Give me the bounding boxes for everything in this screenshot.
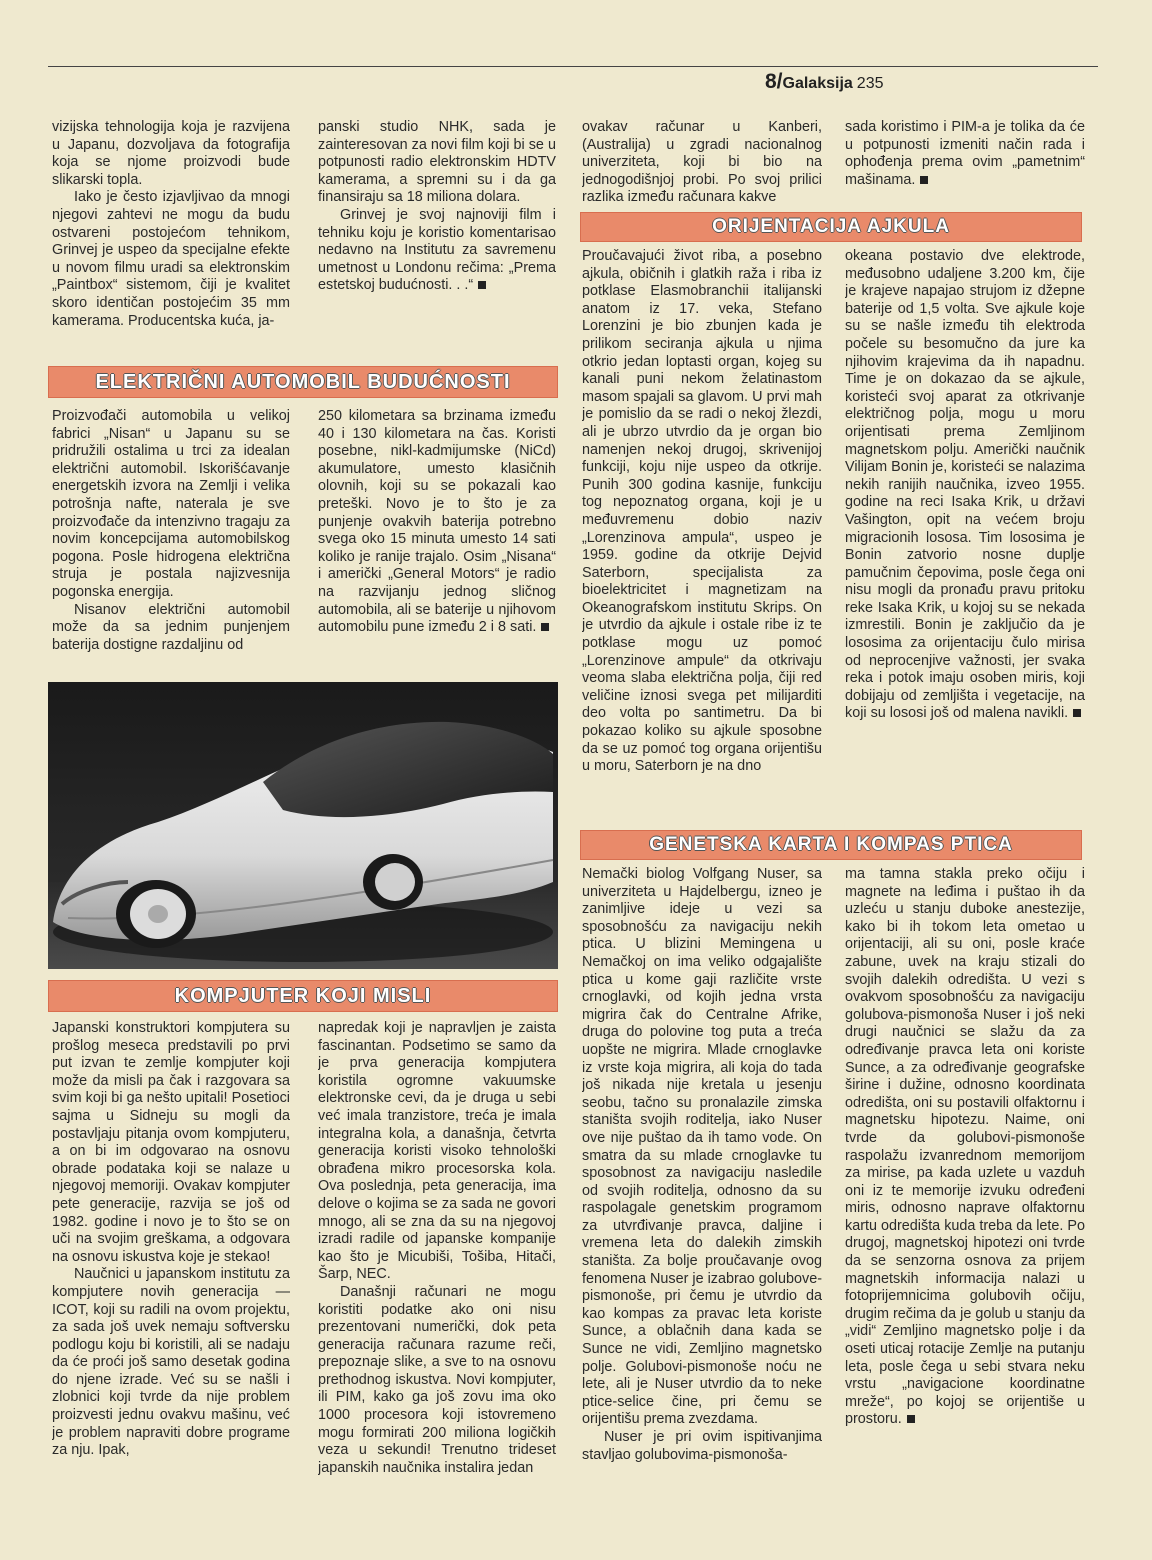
paragraph-text: Grinvej je svoj najnoviji film i tehniku koju je koristio komentarisao nedavno na Institutu za savremenu umetnost u Londonu rečima: „Prema estetskoj budućnosti. . .“ bbox=[318, 206, 556, 294]
car-illustration bbox=[48, 682, 558, 969]
paragraph bbox=[845, 248, 1085, 723]
car-right-column bbox=[318, 408, 556, 680]
magazine-name: Galaksija bbox=[782, 75, 853, 92]
top-rule bbox=[48, 66, 1098, 67]
paragraph: Nuser je pri ovim ispitivanjima stavljao golubovima-pismonoša- bbox=[582, 1429, 822, 1463]
section-banner-computer bbox=[48, 980, 558, 1012]
paragraph: Nisanov električni automobil može da sa jednim punjenjem baterija dostigne razdaljinu od bbox=[52, 601, 290, 653]
end-mark-icon bbox=[920, 176, 928, 184]
intro-left-column bbox=[52, 119, 290, 359]
paragraph: panski studio NHK, sada je zainteresovan za novi film koji bi se u potpunosti radio elektronskim HDTV kamerama, a spremni su i da ga finansiraju sa 18 miliona dolara. bbox=[318, 119, 556, 206]
car-left-column bbox=[52, 408, 290, 680]
paragraph-text: sada koristimo i PIM-a je tolika da će u potpunosti izmeniti način rada i ophođenja prema ovim „pametnim“ mašinama. bbox=[845, 119, 1085, 188]
paragraph: Naučnici u japanskom institutu za kompjutere novih generacija — ICOT, koji su radili na ovom projektu, za sada još uvek nemaju softversku podlogu koju bi koristili, ali se nadaju da će proći još samo desetak godina do njene izrade. Već su se našli i zlobnici koji tvrde da nije problem proizvesti jednu ovakvu mašinu, već je problem napraviti dobre programe za nju. Ipak, bbox=[52, 1266, 290, 1459]
birds-left-column bbox=[582, 866, 822, 1538]
paragraph: ovakav računar u Kanberi, (Australija) u zgradi nacionalnog univerziteta, koji bi bio na jednogodišnjoj probi. Po svoj prilici razlika između računara kakve bbox=[582, 119, 822, 206]
paragraph-text: 250 kilometara sa brzinama između 40 i 130 kilometara na čas. Koristi posebne, nikl-kadmijumske (NiCd) akumulatore, umesto klasičnih olovnih, koji su se pokazali kao preteški. Novo je to što je za punjenje ovakvih baterija potrebno svega oko 15 minuta umesto 14 sati koliko je ranije trajalo. Osim „Nisana“ i američki „General Motors“ je radio na razvijanju jednog sličnog automobila, ali se baterije u njihovom automobilu pune između 2 i 8 sati. bbox=[318, 408, 556, 636]
paragraph: Proučavajući život riba, a posebno ajkula, običnih i glatkih raža i riba iz potklase Elasmobranchii italijanski anatom iz 17. veka, Stefano Lorenzini je bio zbunjen kada je prilikom seciranja ajkula u njima otkrio jedan loptasti organ, kojeg su kanali puni nekom želatinastom masom spajali sa glavom. U prvi mah je pomislio da se radi o nekoj žlezdi, ali je ubrzo utvrdio da je organ bio namenjen nekoj drugoj, skrivenijoj funkciji, koju nije uspeo da otkrije. Punih 300 godina kasnije, funkciju tog nepoznatog organa, koji je u međuvremenu dobio naziv „Lorenzinova ampula“, uspeo je 1959. godine da otkrije Dejvid Saterborn, specijalista za bioelektricitet i magnetizam na Okeanografskom institutu Skrips. On je utvrdio da ajkule i ostale ribe iz te potklase mogu uz pomoć „Lorenzinove ampule“ da otkrivaju veoma slaba električna polja, čiji red veličine iznosi svega pet milijarditi deo volta po santimetru. Da bi pokazao koliko su ajkule sposobne da se uz pomoć tog organa orijentišu u moru, Saterborn je na dno bbox=[582, 248, 822, 775]
end-mark-icon bbox=[1073, 709, 1081, 717]
computer-left-column bbox=[52, 1020, 290, 1500]
paragraph bbox=[318, 408, 556, 637]
section-banner-car bbox=[48, 366, 558, 398]
end-mark-icon bbox=[541, 623, 549, 631]
sharks-left-column bbox=[582, 248, 822, 828]
section-banner-sharks bbox=[580, 212, 1082, 242]
paragraph: napredak koji je napravljen je zaista fascinantan. Podsetimo se samo da je prva generacija kompjutera koristila ogromne vakuumske elektronske cevi, da je druga u sebi već imala tranzistore, treća je imala integralna kola, a današnja, četvrta generacija koristi visoko tehnološki obrađena mikro procesorska kola. Ova poslednja, peta generacija, ima delove o kojima se za sada ne govori mnogo, ali se zna da su na njegovoj izradi radile od japanske kompanije kao što je Micubiši, Tošiba, Hitači, Šarp, NEC. bbox=[318, 1020, 556, 1283]
paragraph: vizijska tehnologija koja je razvijena u Japanu, dozvoljava da fotografija koja se njome proizvodi bude slikarski topla. bbox=[52, 119, 290, 188]
paragraph: Proizvođači automobila u velikoj fabrici „Nisan“ u Japanu su se pridružili ostalima u trci za idealan električni automobil. Iskorišćavanje energetskih izvora na Zemlji i velika potrošnja nafte, naterala je sve proizvođače da intenzivno tragaju za novim koncepcijama automobilskog pogona. Posle hidrogena električna struja je postala najizvesnija pogonska energija. bbox=[52, 408, 290, 600]
paragraph: Današnji računari ne mogu koristiti podatke ako oni nisu prezentovani numerički, dok peta generacija računara razume reči, prepoznaje slike, a sve to na osnovu prethodnog iskustva. Novi kompjuter, ili PIM, kako ga još zovu ima oko 1000 procesora koji istovremeno mogu formirati 200 miliona logičkih veza u sekundi! Trenutno trideset japanskih naučnika instalira jedan bbox=[318, 1283, 556, 1476]
end-mark-icon bbox=[907, 1415, 915, 1423]
section-title: ORIJENTACIJA AJKULA bbox=[712, 216, 950, 237]
paragraph bbox=[318, 207, 556, 295]
sharks-right-column bbox=[845, 248, 1085, 828]
birds-right-column bbox=[845, 866, 1085, 1538]
paragraph: Japanski konstruktori kompjutera su prošlog meseca predstavili po prvi put izvan te zemlje kompjuter koji može da misli pa čak i razgovara sa svim koji bi ga nešto upitali! Posetioci sajma u Sidneju su mogli da postavljaju pitanja ovom kompjuteru, a on bi im odgovarao na osnovu obrade podataka koji se nalaze u njegovoj memoriji. Ovakav kompjuter pete generacije, razvija se još od 1982. godine i novo je to što se on uči na svojim greškama, a odgovara na osnovu iskustva koje je stekao! bbox=[52, 1020, 290, 1265]
paragraph-text: okeana postavio dve elektrode, međusobno udaljene 3.200 km, čije je krajeve napajao strujom iz džepne baterije od 1,5 volta. Sve ajkule koje su se našle između tih elektroda počele su besomučno da jure ka njihovim krajevima da ih napadnu. Time je on dokazao da se ajkule, koristeći svoj aparat za otkrivanje električnog polja, mogu u moru orijentisati prema Zemljinom magnetskom polju. Američki naučnik Vilijam Bonin je, koristeći se nalazima nekih ranijih naučnika, izveo 1955. godine na reci Isaka Krik, u državi Vašington, opit na većem broju migracionih lososa. Tim lososima je Bonin zatvorio nosne duplje pamučnim čepovima, posle čega oni nisu mogli da pronađu pravu pritoku reke Isaka Krik, u kojoj su se nekada izmrestili. Bonin je zaključio da je lososima za orijentaciju čulo mirisa od neprocenjive važnosti, jer svaka reka i potok imaju osoben miris, koji dobijaju od zemljišta i vegetacije, na koji su lososi još od malena navikli. bbox=[845, 248, 1085, 722]
page-header bbox=[765, 70, 884, 94]
electric-car-photo bbox=[48, 682, 558, 969]
section-title: GENETSKA KARTA I KOMPAS PTICA bbox=[649, 834, 1013, 855]
paragraph-text: ma tamna stakla preko očiju i magnete na leđima i puštao ih da uzleću u stanju duboke anestezije, kako bi ih tokom leta ometao u orijentaciji, ali su oni, posle kraće zabune, uvek na kraju stizali do svojih dalekih odredišta. U vezi s ovakvom sposobnošću za navigaciju golubova-pismonoša Nuser i još neki drugi naučnici se slažu da za određivanje pravca leta oni koriste Sunce, a za određivanje geografske širine i dužine, odnosno koordinata odredišta, oni su postavili olfaktornu i magnetsku hipotezu. Naime, oni tvrde da golubovi-pismonoše raspolažu izvanrednom memorijom za mirise, pa kada uzlete u vazduh oni iz te memorije izvuku određeni miris, odnosno naprave olfaktornu kartu odredišta kuda treba da lete. Po drugoj, magnetskoj hipotezi oni tvrde da se senzorna osnova za prijem magnetskih informacija nalazi u fotoprijemnicima golubovih očiju, drugim rečima da je golub u stanju da „vidi“ Zemljino magnetsko polje i da oseti uticaj rotacije Zemlje na putanju leta, posle čega u sebi stvara neku vrstu „navigacione koordinatne mreže“, po kojoj se orijentiše u prostoru. bbox=[845, 866, 1085, 1428]
section-title: KOMPJUTER KOJI MISLI bbox=[174, 985, 432, 1007]
end-mark-icon bbox=[478, 281, 486, 289]
paragraph bbox=[845, 866, 1085, 1429]
paragraph: Iako je često izjavljivao da mnogi njegovi zahtevi ne mogu da budu ostvareni postojećom tehnikom, Grinvej je uspeo da specijalne efekte u novom filmu uradi sa elektronskim „Paintbox“ sistemom, čiji je kvalitet skoro identičan postojećim 35 mm kamerama. Producentska kuća, ja- bbox=[52, 189, 290, 329]
issue-number: 8/ bbox=[765, 70, 783, 93]
section-title: ELEKTRIČNI AUTOMOBIL BUDUĆNOSTI bbox=[95, 371, 511, 393]
computer-continuation-column-3 bbox=[582, 119, 822, 211]
computer-right-column bbox=[318, 1020, 556, 1500]
section-banner-birds bbox=[580, 830, 1082, 860]
paragraph: Nemački biolog Volfgang Nuser, sa univerziteta u Hajdelbergu, izneo je zanimljive ideje u vezi sa sposobnošću za navigaciju nekih ptica. U blizini Memingena u Nemačkoj on ima veliko odgajalište ptica u kome gaji različite vrste crnoglavki, od kojih jedna vrsta migrira čak do Centralne Afrike, druga do polovine tog puta a treća uopšte ne migrira. Mlade crnoglavke iz vrste koja migrira, ali koja do tada još nikada nije kretala u jesenju seobu, tačno su pronalazile zimska staništa svojih roditelja, iako Nuser ove nije puštao da ih tamo vode. On smatra da su mlade crnoglavke tu sposobnost za navigaciju nasledile od svojih roditelja, odnosno da su raspolagale genetskim programom za utvrđivanje pravca, daljine i vremena leta do dalekih zimskih staništa. Za bolje proučavanje ovog fenomena Nuser je izabrao golubove-pismonoše, pri čemu je utvrdio da kao kompas za pravac leta koriste Sunce, a oblačnih dana kada se Sunce ne vidi, Zemljino magnetsko polje. Golubovi-pismonoše noću ne lete, ali je Nuser utvrdio da to neke ptice-selice čine, pri čemu se orijentišu prema zvezdama. bbox=[582, 866, 822, 1428]
computer-continuation-column-4 bbox=[845, 119, 1085, 211]
paragraph bbox=[845, 119, 1085, 189]
page-number: 235 bbox=[856, 75, 884, 92]
intro-right-column bbox=[318, 119, 556, 359]
